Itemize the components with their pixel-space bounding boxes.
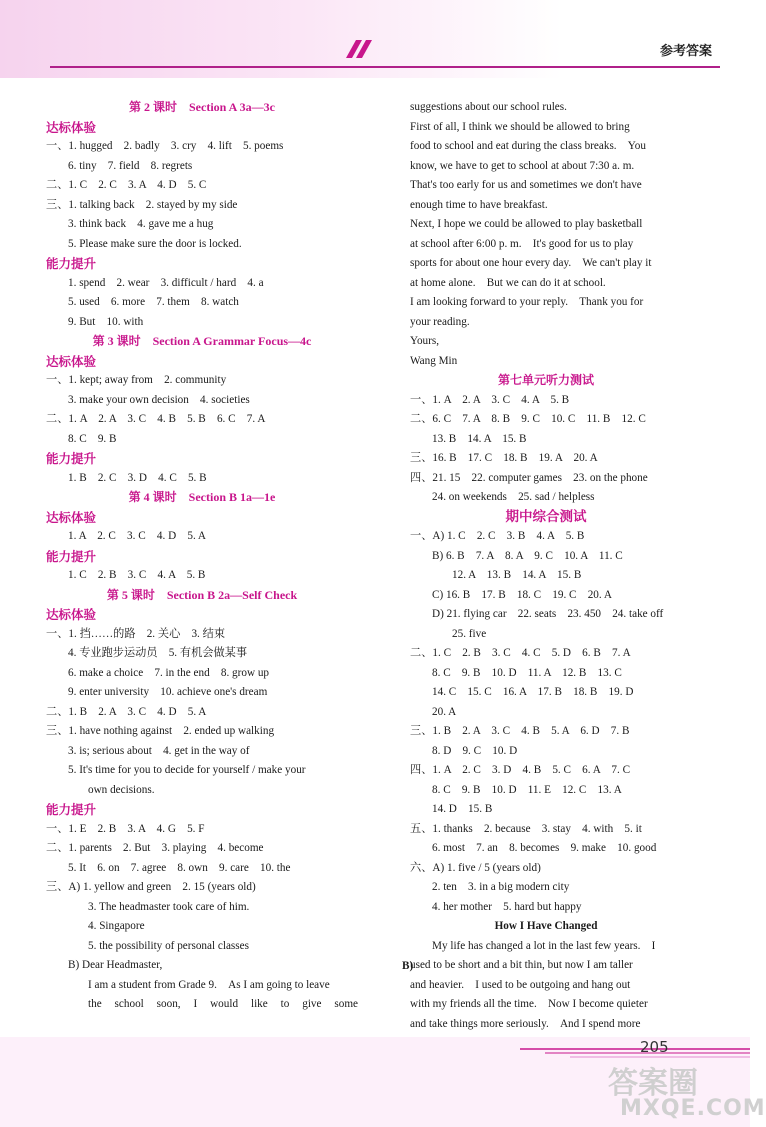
subsection-label: 能力提升 <box>46 802 97 817</box>
answer-line: used to be short and a bit thin, but now I am taller <box>410 959 633 971</box>
answer-line: 3. make your own decision 4. societies <box>68 393 250 406</box>
answer-line: at home alone. But we can do it at school. <box>410 276 606 289</box>
answer-line: C) 16. B 17. B 18. C 19. C 20. A <box>432 588 612 601</box>
answer-line: own decisions. <box>88 783 155 796</box>
page-number: 205 <box>640 1038 669 1056</box>
answer-line: 12. A 13. B 14. A 15. B <box>452 569 582 581</box>
answer-line: 6. tiny 7. field 8. regrets <box>68 159 193 172</box>
answer-line: 三、1. B 2. A 3. C 4. B 5. A 6. D 7. B <box>410 725 630 737</box>
answer-line: 8. C 9. B 10. D 11. E 12. C 13. A <box>432 783 622 796</box>
right-column <box>410 98 682 1034</box>
answer-line: Wang Min <box>410 354 458 367</box>
answer-line: How I Have Changed <box>494 920 598 932</box>
answer-line: the school soon, I would like to give some <box>88 998 358 1010</box>
answer-line: 9. enter university 10. achieve one's dream <box>68 686 268 698</box>
answer-line: 2. ten 3. in a big modern city <box>432 881 570 893</box>
answer-line: with my friends all the time. Now I become quieter <box>410 998 648 1010</box>
answer-line: food to school and eat during the class breaks. You <box>410 140 646 152</box>
answer-line: 四、21. 15 22. computer games 23. on the phone <box>410 471 648 484</box>
answer-line: 三、1. have nothing against 2. ended up walking <box>46 725 275 737</box>
answer-line: 20. A <box>432 705 457 718</box>
answer-line: 1. C 2. B 3. C 4. A 5. B <box>68 569 206 581</box>
answer-line: I am looking forward to your reply. Thank you for <box>410 296 644 308</box>
watermark-logo: 答案圈 <box>608 1066 698 1101</box>
answer-line: 4. 专业跑步运动员 5. 有机会做某事 <box>68 647 248 659</box>
answer-line: Yours, <box>410 335 440 347</box>
watermark-url: MXQE.COM <box>620 1096 766 1121</box>
answer-line: I am a student from Grade 9. As I am going to leave <box>88 978 330 991</box>
answer-line: 二、1. C 2. C 3. A 4. D 5. C <box>46 179 207 191</box>
answer-line: 14. C 15. C 16. A 17. B 18. B 19. D <box>432 686 634 698</box>
answer-line: First of all, I think we should be allowed to bring <box>410 120 630 133</box>
section-heading: 第 5 课时 Section B 2a—Self Check <box>106 587 298 602</box>
answer-line: 一、1. 挡……的路 2. 关心 3. 结束 <box>46 627 226 640</box>
answer-line: 二、6. C 7. A 8. B 9. C 10. C 11. B 12. C <box>410 413 646 425</box>
answer-line: 一、A) 1. C 2. C 3. B 4. A 5. B <box>410 530 585 542</box>
answer-line: 9. But 10. with <box>68 315 144 328</box>
answer-line: 3. The headmaster took care of him. <box>88 900 250 913</box>
section-b-label: B) <box>402 960 414 972</box>
page-header <box>0 0 750 78</box>
answer-line: 1. A 2. C 3. C 4. D 5. A <box>68 530 206 542</box>
answer-line: 25. five <box>452 627 487 640</box>
answer-line: 六、A) 1. five / 5 (years old) <box>410 861 541 874</box>
section-heading: 期中综合测试 <box>505 508 587 525</box>
answer-line: 5. the possibility of personal classes <box>88 939 249 952</box>
answer-line: 3. is; serious about 4. get in the way of <box>68 744 250 757</box>
answer-line: 二、1. B 2. A 3. C 4. D 5. A <box>46 705 207 718</box>
answer-line: B) 6. B 7. A 8. A 9. C 10. A 11. C <box>432 549 623 562</box>
answer-line: Next, I hope we could be allowed to play basketball <box>410 218 643 230</box>
answer-line: and take things more seriously. And I spend more <box>410 1017 641 1030</box>
answer-line: 5. used 6. more 7. them 8. watch <box>68 296 239 308</box>
answer-line: 三、A) 1. yellow and green 2. 15 (years old) <box>46 881 256 893</box>
answer-line: 一、1. A 2. A 3. C 4. A 5. B <box>410 393 570 406</box>
answer-line: 二、1. A 2. A 3. C 4. B 5. B 6. C 7. A <box>46 413 266 425</box>
answer-line: 四、1. A 2. C 3. D 4. B 5. C 6. A 7. C <box>410 764 631 776</box>
section-heading: 第七单元听力测试 <box>497 373 594 387</box>
answer-line: 14. D 15. B <box>432 803 493 815</box>
answer-line: 3. think back 4. gave me a hug <box>68 218 214 230</box>
header-rule <box>50 66 720 68</box>
answer-line: 二、1. parents 2. But 3. playing 4. become <box>46 842 264 854</box>
subsection-label: 达标体验 <box>46 607 97 622</box>
answer-line: 13. B 14. A 15. B <box>432 432 527 445</box>
answer-line: enough time to have breakfast. <box>410 198 548 211</box>
subsection-label: 能力提升 <box>46 451 97 466</box>
slash-decoration-icon <box>338 40 372 58</box>
answer-line: 8. D 9. C 10. D <box>432 744 518 757</box>
answer-line: 6. most 7. an 8. becomes 9. make 10. good <box>432 842 657 854</box>
answer-line: 1. B 2. C 3. D 4. C 5. B <box>68 471 207 484</box>
subsection-label: 能力提升 <box>46 548 97 564</box>
answer-line: 8. C 9. B <box>68 432 117 445</box>
answer-line: 4. Singapore <box>88 920 145 932</box>
answer-line: know, we have to get to school at about 7:30 a. m. <box>410 159 635 172</box>
header-label: 参考答案 <box>659 44 712 59</box>
answer-line: your reading. <box>410 315 470 328</box>
answer-line: suggestions about our school rules. <box>410 101 567 113</box>
section-heading: 第 4 课时 Section B 1a—1e <box>128 490 276 504</box>
answer-line: 一、1. E 2. B 3. A 4. G 5. F <box>46 822 205 835</box>
answer-line: That's too early for us and sometimes we don't have <box>410 179 642 191</box>
subsection-label: 达标体验 <box>46 119 97 135</box>
answer-line: 五、1. thanks 2. because 3. stay 4. with 5. it <box>410 822 642 835</box>
answer-line: 5. Please make sure the door is locked. <box>68 237 242 250</box>
answer-line: at school after 6:00 p. m. It's good for us to play <box>410 237 634 250</box>
answer-line: sports for about one hour every day. We can't play it <box>410 257 652 269</box>
section-heading: 第 3 课时 Section A Grammar Focus—4c <box>92 334 312 348</box>
answer-line: 5. It's time for you to decide for yourself / make your <box>68 764 306 776</box>
answer-line: 1. spend 2. wear 3. difficult / hard 4. a <box>68 276 264 289</box>
answer-line: D) 21. flying car 22. seats 23. 450 24. take off <box>432 608 664 620</box>
answer-line: 8. C 9. B 10. D 11. A 12. B 13. C <box>432 666 622 679</box>
answer-line: 三、16. B 17. C 18. B 19. A 20. A <box>410 452 598 464</box>
answer-line: My life has changed a lot in the last few years. I <box>432 939 656 952</box>
left-column <box>46 98 358 1015</box>
answer-line: B) Dear Headmaster, <box>68 959 163 971</box>
answer-line: 4. her mother 5. hard but happy <box>432 900 582 913</box>
answer-line: 5. It 6. on 7. agree 8. own 9. care 10. the <box>68 861 291 874</box>
answer-line: and heavier. I used to be outgoing and hang out <box>410 978 631 991</box>
answer-line: 三、1. talking back 2. stayed by my side <box>46 198 238 211</box>
section-heading: 第 2 课时 Section A 3a—3c <box>129 100 275 114</box>
answer-line: 24. on weekends 25. sad / helpless <box>432 491 595 503</box>
subsection-label: 达标体验 <box>46 353 97 369</box>
subsection-label: 达标体验 <box>46 509 97 525</box>
answer-line: 一、1. hugged 2. badly 3. cry 4. lift 5. poems <box>46 140 284 152</box>
subsection-label: 能力提升 <box>46 256 97 271</box>
answer-line: 二、1. C 2. B 3. C 4. C 5. D 6. B 7. A <box>410 647 631 659</box>
answer-line: 6. make a choice 7. in the end 8. grow up <box>68 666 270 679</box>
answer-line: 一、1. kept; away from 2. community <box>46 374 227 386</box>
